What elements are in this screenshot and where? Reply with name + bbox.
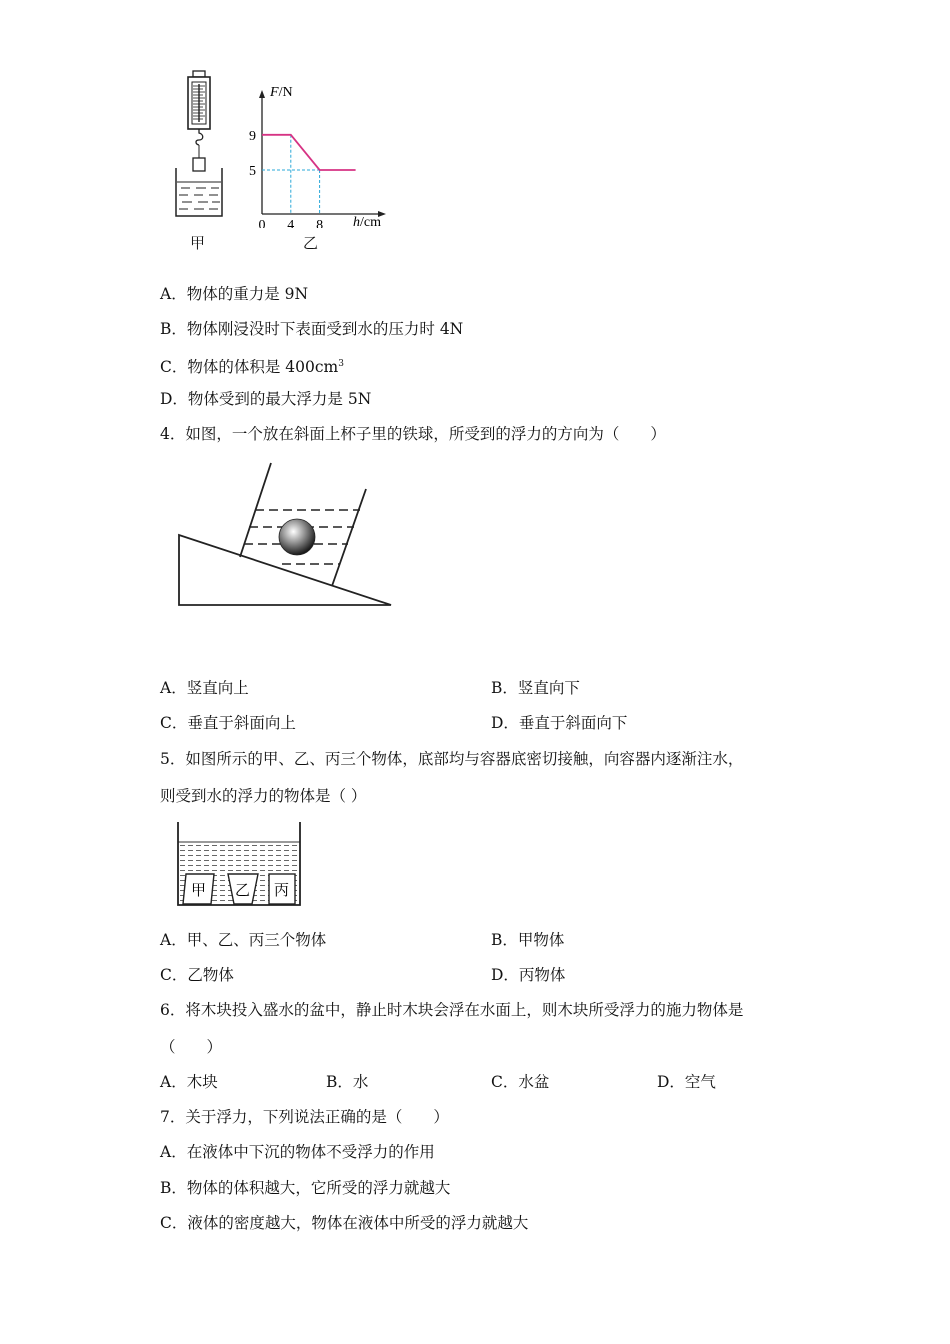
cup-right-wall — [332, 489, 366, 586]
q4-option-a[interactable]: A．竖直向上 — [160, 679, 249, 697]
y-axis-arrow — [259, 90, 265, 98]
q6-option-c[interactable]: C．水盆 — [491, 1073, 550, 1091]
q5-option-c[interactable]: C．乙物体 — [160, 966, 234, 984]
q6-option-b[interactable]: B．水 — [326, 1073, 369, 1091]
object-jia-label: 甲 — [191, 883, 207, 899]
object-yi-label: 乙 — [235, 883, 251, 899]
q6-stem-line1: 6．将木块投入盛水的盆中，静止时木块会浮在水面上，则木块所受浮力的施力物体是 — [160, 1001, 744, 1019]
q6-option-a[interactable]: A．木块 — [160, 1073, 218, 1091]
q4-stem: 4．如图，一个放在斜面上杯子里的铁球，所受到的浮力的方向为（ ） — [160, 425, 666, 443]
spring-scale-beaker-figure — [170, 70, 230, 230]
q7-option-c[interactable]: C．液体的密度越大，物体在液体中所受的浮力就越大 — [160, 1214, 529, 1232]
q5-option-d[interactable]: D．丙物体 — [491, 966, 566, 984]
x-axis-title: h/cm — [353, 215, 381, 228]
q5-stem-line1: 5．如图所示的甲、乙、丙三个物体，底部均与容器底密切接触，向容器内逐渐注水， — [160, 750, 744, 768]
x-tick-label: 4 — [287, 218, 295, 228]
q3-option-d[interactable]: D．物体受到的最大浮力是 5N — [160, 390, 372, 408]
q3-option-c-sup: 3 — [338, 359, 344, 369]
q7-option-a[interactable]: A．在液体中下沉的物体不受浮力的作用 — [160, 1143, 435, 1161]
object-bing-label: 丙 — [274, 883, 290, 899]
incline-cup-ball-figure — [170, 455, 400, 615]
q5-stem-line2: 则受到水的浮力的物体是（ ） — [160, 787, 367, 805]
q6-stem-line2: （ ） — [160, 1038, 223, 1056]
container-objects-figure — [172, 818, 308, 910]
q4-option-d[interactable]: D．垂直于斜面向下 — [491, 714, 628, 732]
figure-label-jia: 甲 — [190, 234, 206, 252]
q5-option-b[interactable]: B．甲物体 — [491, 931, 565, 949]
force-depth-chart — [240, 78, 400, 228]
q4-option-c[interactable]: C．垂直于斜面向上 — [160, 714, 296, 732]
q3-option-c-text: C．物体的体积是 400cm — [160, 358, 339, 376]
q7-stem: 7．关于浮力，下列说法正确的是（ ） — [160, 1108, 449, 1126]
q3-option-c[interactable] — [160, 354, 344, 377]
q6-option-d[interactable]: D．空气 — [657, 1073, 716, 1091]
force-series-line — [262, 135, 356, 170]
q3-option-a[interactable]: A．物体的重力是 9N — [160, 285, 309, 303]
y-tick-label: 5 — [249, 164, 256, 179]
q7-option-b[interactable]: B．物体的体积越大，它所受的浮力就越大 — [160, 1179, 451, 1197]
x-tick-label: 8 — [316, 218, 324, 228]
figure-label-yi: 乙 — [303, 234, 319, 252]
x-tick-label: 0 — [258, 218, 266, 228]
q5-option-a[interactable]: A．甲、乙、丙三个物体 — [160, 931, 327, 949]
y-tick-label: 9 — [249, 128, 256, 144]
q4-option-b[interactable]: B．竖直向下 — [491, 679, 580, 697]
q3-option-b[interactable]: B．物体刚浸没时下表面受到水的压力时 4N — [160, 320, 464, 338]
iron-ball — [279, 519, 315, 555]
y-axis-title: F/N — [270, 85, 293, 100]
